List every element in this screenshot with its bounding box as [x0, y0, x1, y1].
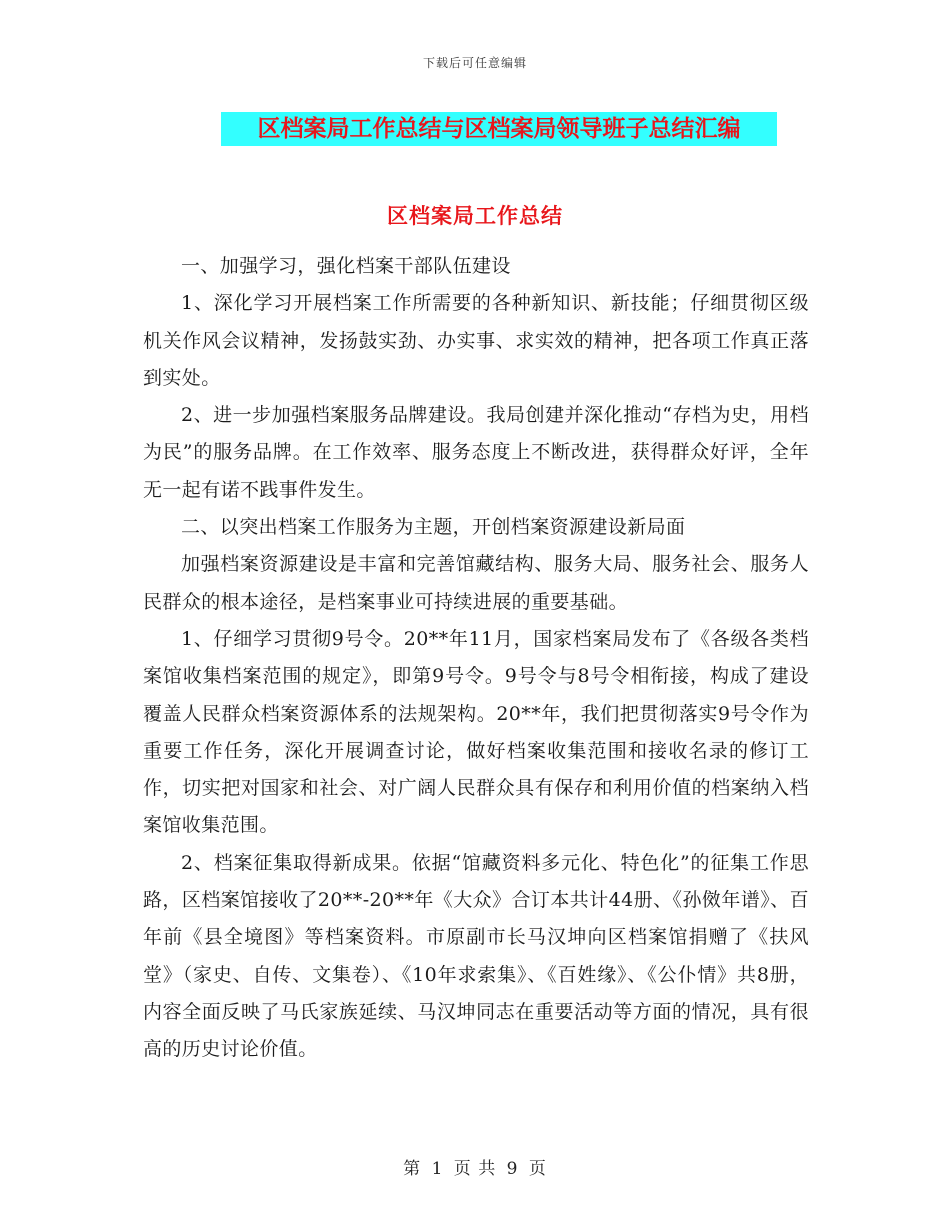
- page-label-mid: 页 共: [453, 1159, 497, 1179]
- paragraph: 1、仔细学习贯彻9号令。20**年11月，国家档案局发布了《各级各类档案馆收集档案范围的规定》，即第9号令。9号令与8号令相衔接，构成了建设覆盖人民群众档案资源体系的法规架构。20**年，我们把贯彻落实9号令作为重要工作任务，深化开展调查讨论，做好档案收集范围和接收名录的修订工作，切实把对国家和社会、对广阔人民群众具有保存和利用价值的档案纳入档案馆收集范围。: [143, 627, 809, 837]
- document-body: [143, 248, 809, 1069]
- paragraph: 2、档案征集取得新成果。依据“馆藏资料多元化、特色化”的征集工作思路，区档案馆接收了20**-20**年《大众》合订本共计44册、《孙傚年谱》、百年前《县全境图》等档案资料。市原副市长马汉坤向区档案馆捐赠了《扶风堂》（家史、自传、文集卷）、《10年求索集》、《百姓缘》、《公仆情》共8册，内容全面反映了马氏家族延续、马汉坤同志在重要活动等方面的情况，具有很高的历史讨论价值。: [143, 851, 809, 1061]
- page-current: 1: [431, 1159, 444, 1179]
- page-label-prefix: 第: [403, 1159, 422, 1179]
- paragraph-heading-2: 二、以突出档案工作服务为主题，开创档案资源建设新局面: [181, 516, 686, 539]
- header-note: 下载后可任意编辑: [422, 56, 527, 70]
- paragraph: 加强档案资源建设是丰富和完善馆藏结构、服务大局、服务社会、服务人民群众的根本途径，是档案事业可持续进展的重要基础。: [143, 553, 809, 613]
- paragraph-heading-1: 一、加强学习，强化档案干部队伍建设: [181, 255, 511, 277]
- page-footer: [0, 1154, 950, 1179]
- paragraph: 2、进一步加强档案服务品牌建设。我局创建并深化推动“存档为史，用档为民”的服务品牌。在工作效率、服务态度上不断改进，获得群众好评，全年无一起有诺不践事件发生。: [143, 404, 809, 501]
- section-title: 区档案局工作总结: [387, 204, 563, 228]
- page-total: 9: [506, 1159, 519, 1179]
- main-title-highlight: [221, 112, 777, 146]
- page-label-suffix: 页: [528, 1159, 547, 1179]
- main-title: 区档案局工作总结与区档案局领导班子总结汇编: [257, 116, 741, 142]
- paragraph: 1、深化学习开展档案工作所需要的各种新知识、新技能；仔细贯彻区级机关作风会议精神，发扬鼓实劲、办实事、求实效的精神，把各项工作真正落到实处。: [143, 292, 809, 389]
